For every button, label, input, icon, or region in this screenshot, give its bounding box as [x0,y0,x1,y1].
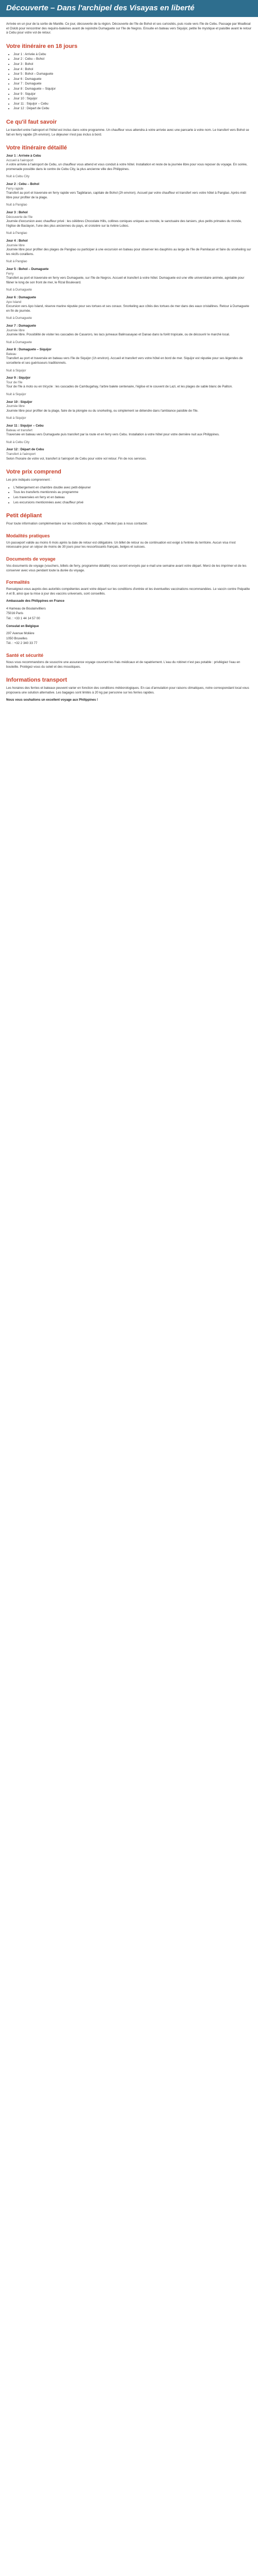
day-subtitle: Transfert à l'aéroport [6,452,36,456]
price-item: • Les excursions mentionnées avec chauffeur privé [13,501,252,505]
day-description: Selon l'horaire de votre vol, transfert à l'aéroport de Cebu pour votre vol retour. Fin de nos services. [6,456,147,461]
summary-item: • Jour 5 : Bohol – Dumaguete [13,72,252,77]
itinerary-day [6,348,252,373]
day-title: Jour 8 : Dumaguete – Siquijor [6,348,52,352]
day-description: Journée libre pour profiter des plages de Panglao ou participer à une excursion en bateau pour observer les dauphins au large de l'île de Pamilacan et faire du snorkeling sur les récifs coralliens. [6,248,251,256]
day-description: Traversée en bateau vers Dumaguete puis transfert par la route et en ferry vers Cebu. Installation à votre hôtel pour votre dernière nuit aux Philippines. [6,433,220,437]
itinerary-day [6,448,252,461]
price-item: • Les traversées en ferry et en bateau [13,496,252,500]
itinerary-day [6,239,252,264]
itinerary-day [6,267,252,293]
day-subtitle: Journée libre [6,404,25,409]
page-banner [0,0,258,17]
intro-text: Arrivée en un jour de la sortie de Manille. Ce jour, découverte de la région. Découverte de l'île de Bohol et ses curiosités, puis route vers l'île de Cebu. Passage par Moalboal et Oslob pour rencontrer des requins-baleines avant de rejoindre Dumaguete sur l'île de Negros. Ensuite en bateau vers Siquijor, petite île mystique et paisible avant le retour à Cebu pour votre vol de retour. [6,22,252,35]
summary-item: • Jour 1 : Arrivée à Cebu [13,53,252,57]
price-list [6,486,252,505]
itinerary-day [6,400,252,421]
day-description: A votre arrivée à l'aéroport de Cebu, un chauffeur vous attend et vous conduit à votre hôtel. Installation et reste de la journée libre pour vous reposer du voyage. En soirée, promenade possible dans le centre de Cebu City, la plus ancienne ville des Philippines. [6,163,248,171]
day-description: Tour de l'île à moto ou en tricycle : les cascades de Cambugahay, l'arbre balete centenaire, l'église et le couvent de Lazi, et les plages de sable blanc de Paliton. [6,385,233,389]
itinerary-day [6,296,252,321]
need-to-know-text: Le transfert entre l'aéroport et l'hôtel est inclus dans votre programme. Un chauffeur vous attendra à votre arrivée avec une pancarte à votre nom. Le transfert vers Bohol se fait en ferry rapide (2h environ). Le déjeuner n'est pas inclus à bord. [6,128,249,137]
day-subtitle: Découverte de l'île [6,215,33,219]
day-subtitle: Journée libre [6,328,25,332]
day-title: Jour 7 : Dumaguete [6,324,36,328]
day-subtitle: Bateau et transfert [6,428,33,432]
day-title: Jour 3 : Bohol [6,211,28,215]
summary-item: • Jour 9 : Siquijor [13,92,252,97]
formalities-heading: Modalités pratiques [6,533,50,538]
closing-text: Nous vous souhaitons un excellent voyage aux Philippines ! [6,698,98,702]
health-heading: Santé et sécurité [6,653,44,658]
transport-info-heading: Informations transport [6,677,67,684]
summary-item: • Jour 3 : Bohol [13,62,252,67]
itinerary-day [6,182,252,208]
itinerary-day [6,324,252,345]
day-description: Excursion vers Apo Island, réserve marine réputée pour ses tortues et ses coraux. Snorkeling aux côtés des tortues de mer dans des eaux cristallines. Retour à Dumaguete en fin de journée. [6,304,249,313]
day-title: Jour 1 : Arrivée à Cebu [6,154,41,158]
summary-item: • Jour 2 : Cebu – Bohol [13,57,252,62]
itinerary-day [6,424,252,445]
formalities2-text: Renseignez-vous auprès des autorités compétentes avant votre départ sur les conditions d'entrée et les éventuelles vaccinations recommandées. Le vaccin contre l'hépatite A et B, ainsi que la mise à jour des vaccins universels, sont conseillés. [6,587,250,596]
day-title: Jour 12 : Départ de Cebu [6,448,44,452]
embassy-heading: Ambassade des Philippines en France [6,599,64,603]
itinerary-heading: Votre itinéraire en 18 jours [6,43,77,49]
summary-item: • Jour 7 : Dumaguete [13,82,252,87]
consulate-heading: Consulat en Belgique [6,624,39,628]
day-overnight: Nuit à Siquijor [6,416,26,420]
day-overnight: Nuit à Dumaguete [6,288,32,292]
day-subtitle: Apo Island [6,300,22,304]
day-description: Journée d'excursion avec chauffeur privé : les célèbres Chocolate Hills, collines coniques uniques au monde, le sanctuaire des tarsiers, plus petits primates du monde, l'église de Baclayon, l'une des plus anciennes du pays, et croisière sur la rivière Loboc. [6,219,242,228]
day-overnight: Nuit à Panglao [6,203,27,207]
practical-heading: Petit dépliant [6,513,42,519]
day-description: Transfert au port et traversée en ferry vers Dumaguete, sur l'île de Negros. Accueil et transfert à votre hôtel. Dumaguete est une ville universitaire animée, agréable pour flâner le long de son front de mer, le Rizal Boulevard. [6,276,245,284]
summary-item: • Jour 8 : Dumaguete – Siquijor [13,87,252,92]
day-title: Jour 4 : Bohol [6,239,28,243]
day-description: Transfert au port et traversée en bateau vers l'île de Siquijor (1h environ). Accueil et transfert vers votre hôtel en bord de mer. Siquijor est réputée pour ses légendes de sorcellerie et ses guérisseurs traditionnels. [6,357,243,365]
day-overnight: Nuit à Siquijor [6,368,26,372]
day-subtitle: Journée libre [6,243,25,247]
itinerary-summary-list [6,53,252,111]
price-item: • Tous les transferts mentionnés au programme [13,490,252,495]
consulate-address [6,632,252,646]
content [0,17,258,716]
address-line: 297 Avenue Molière [6,632,35,636]
formalities-text: Un passeport valide au moins 6 mois après la date de retour est obligatoire. Un billet de retour ou de continuation est exigé à l'entrée du territoire. Aucun visa n'est nécessaire pour un séjour de moins de 30 jours pour les ressortissants français, belges et suisses. [6,540,236,549]
price-heading: Votre prix comprend [6,469,61,476]
page-title: Découverte – Dans l'archipel des Visayas en liberté [6,4,195,12]
summary-item: • Jour 11 : Siquijor – Cebu [13,102,252,107]
summary-item: • Jour 4 : Bohol [13,67,252,72]
itinerary-detail-heading: Votre itinéraire détaillé [6,145,67,151]
day-title: Jour 11 : Siquijor – Cebu [6,424,44,428]
day-overnight: Nuit à Panglao [6,260,27,264]
practical-text: Pour toute information complémentaire sur les conditions du voyage, n'hésitez pas à nous contacter. [6,522,148,526]
day-overnight: Nuit à Panglao [6,231,27,235]
itinerary-day [6,376,252,397]
price-item: • L'hébergement en chambre double avec petit-déjeuner [13,486,252,490]
embassy-address [6,607,252,621]
day-title: Jour 9 : Siquijor [6,376,31,380]
summary-item: • Jour 6 : Dumaguete [13,77,252,82]
day-overnight: Nuit à Siquijor [6,393,26,397]
day-title: Jour 6 : Dumaguete [6,295,36,299]
day-subtitle: Tour de l'île [6,380,23,384]
day-title: Jour 2 : Cebu – Bohol [6,182,39,187]
day-subtitle: Ferry rapide [6,187,24,191]
itinerary-day [6,211,252,236]
day-overnight: Nuit à Cebu City [6,175,30,179]
day-description: Journée libre pour profiter de la plage, faire de la plongée ou du snorkeling, ou simplement se détendre dans l'ambiance paisible de l'île. [6,409,199,413]
documents-text: Vos documents de voyage (vouchers, billets de ferry, programme détaillé) vous seront envoyés par e-mail une semaine avant votre départ. Merci de les imprimer et de les conserver avec vous pendant toute la durée du voyage. [6,564,247,572]
day-title: Jour 10 : Siquijor [6,400,33,404]
day-subtitle: Accueil à l'aéroport [6,158,34,162]
address-line: Tél. : +33 1 44 14 57 00 [6,617,40,621]
need-to-know-heading: Ce qu'il faut savoir [6,118,57,125]
address-line: 4 Hameau de Boulainvilliers [6,606,46,611]
itinerary-days [6,154,252,461]
formalities2-heading: Formalités [6,580,30,585]
day-overnight: Nuit à Dumaguete [6,316,32,320]
address-line: Tél. : +32 2 340 33 77 [6,641,38,646]
address-line: 75016 Paris [6,612,24,616]
summary-item: • Jour 12 : Départ de Cebu [13,107,252,111]
summary-item: • Jour 10 : Siquijor [13,97,252,101]
day-overnight: Nuit à Dumaguete [6,340,32,344]
transport-info-text: Les horaires des ferries et bateaux peuvent varier en fonction des conditions météorologiques. En cas d'annulation pour raisons climatiques, notre correspondant local vous proposera une solution alternative. Les bagages sont limités à 20 kg par personne sur les ferries rapides. [6,686,249,694]
price-intro: Les prix indiqués comprennent : [6,478,52,482]
day-subtitle: Ferry [6,272,14,276]
day-description: Journée libre. Possibilité de visiter les cascades de Casaroro, les lacs jumeaux Balinsasayao et Danao dans la forêt tropicale, ou de découvrir le marché local. [6,333,230,337]
day-title: Jour 5 : Bohol – Dumaguete [6,267,49,271]
documents-heading: Documents de voyage [6,556,56,562]
health-text: Nous vous recommandons de souscrire une assurance voyage couvrant les frais médicaux et de rapatriement. L'eau du robinet n'est pas potable : privilégiez l'eau en bouteille. Protégez-vous du soleil et des moustiques. [6,660,240,669]
day-overnight: Nuit à Cebu City [6,440,30,444]
day-description: Transfert au port et traversée en ferry rapide vers Tagbilaran, capitale de Bohol (2h environ). Accueil par votre chauffeur et transfert vers votre hôtel à Panglao. Après-midi libre pour profiter de la plage. [6,191,246,199]
address-line: 1050 Bruxelles [6,636,27,640]
day-subtitle: Bateau [6,352,17,356]
itinerary-day [6,154,252,179]
